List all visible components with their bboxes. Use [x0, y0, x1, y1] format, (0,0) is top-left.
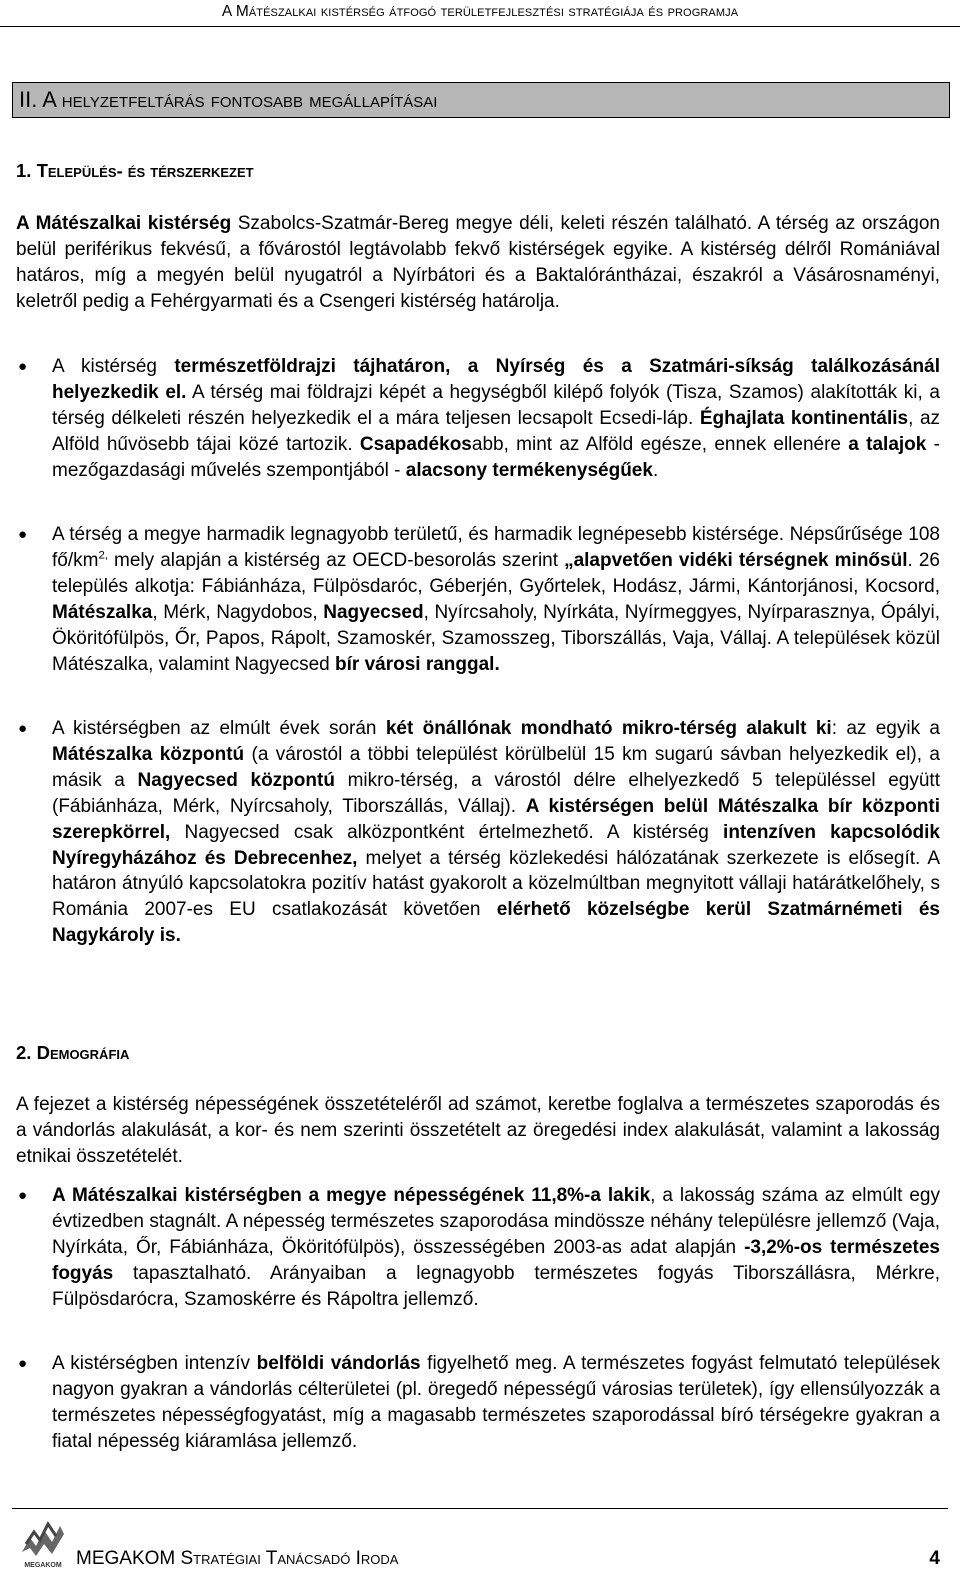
- text: . 26 település alkotja: Fábiánháza, Fülpösdaróc, Géberjén, Győrtelek, Hodász, Jármi, Kántorjánosi, Kocsord,: [52, 549, 940, 597]
- footer-divider: [12, 1508, 948, 1509]
- bullet-item: [16, 522, 940, 677]
- text: mely alapján a kistérség az OECD-besorolás szerint: [107, 549, 565, 571]
- emphasis: belföldi vándorlás: [256, 1353, 421, 1374]
- superscript: 2,: [98, 549, 108, 562]
- section-number: 2.: [16, 1042, 32, 1063]
- text: : az egyik a: [831, 718, 940, 739]
- chapter-heading: [12, 82, 950, 118]
- text: , a lakosság száma az elmúlt egy évtizedben stagnált. A népesség természetes szaporodása mindössze néhány településre jellemző (Vaja, Nyírkáta, Őr, Fábiánháza, Ököritófülpös), összességében 2003-as adat alapján: [52, 1185, 940, 1258]
- emphasis: Nagyecsed: [323, 601, 424, 623]
- text: melyet a térség közlekedési hálózatának szerkezete is elősegít. A határon átnyúló kapcsolatokra pozitív hatást gyakorolt a közelmúltban megnyitott vállaji határátkelőhely, s Románia 2007-es EU csatlakozását követően: [52, 847, 940, 921]
- text: A térség mai földrajzi képét a hegységből kilépő folyók (Tisza, Szamos) alakították ki, a térség délkeleti részén helyezkedik el a mára teljesen lecsapolt Ecsedi-láp.: [52, 381, 940, 429]
- emphasis: Nagyecsed központú: [137, 769, 335, 791]
- section-2-heading: [16, 1042, 129, 1064]
- text: A kistérségben intenzív: [52, 1353, 257, 1374]
- emphasis: A kistérségen belül Mátészalka bír központi szerepkörrel,: [52, 795, 940, 843]
- emphasis: „alapvetően vidéki térségnek minősül: [564, 549, 908, 571]
- emphasis: alacsony termékenységűek: [405, 459, 653, 481]
- bullet-icon: ●: [18, 358, 28, 375]
- bullet-item: [16, 716, 940, 949]
- text: abb, mint az Alföld egésze, ennek ellenére: [471, 433, 849, 455]
- section-number: 1.: [16, 160, 32, 181]
- text: , Nyírcsaholy, Nyírkáta, Nyírmeggyes, Nyírparasznya, Ópályi, Ököritófülpös, Őr, Papos, Rápolt, Szamoskér, Szamosszeg, Tiborszállás, Vaja, Vállaj. A települések közül Mátészalka, valamint Nagyecsed: [52, 601, 940, 675]
- emphasis: Éghajlata kontinentális: [699, 407, 909, 429]
- text: figyelhető meg. A természetes fogyást felmutató települések nagyon gyakran a vándorlás célterületei (pl. öregedő népességű városias területek), így ellensúlyozzák a természetes népességfogyatást, míg a magasabb természetes szaporodással bíró térségekre gyakran a fiatal népesség kiáramlása jellemző.: [52, 1353, 940, 1452]
- section-title: Demográfia: [36, 1042, 130, 1063]
- emphasis: bír városi ranggal.: [335, 653, 500, 675]
- text: - mezőgazdasági művelés szempontjából -: [52, 433, 940, 481]
- megakom-logo-icon: [14, 1514, 72, 1570]
- section-1-heading: [16, 160, 254, 182]
- emphasis: -3,2%-os természetes fogyás: [52, 1236, 940, 1284]
- emphasis: Mátészalka központú: [52, 743, 245, 765]
- bullet-icon: ●: [18, 526, 28, 543]
- emphasis: a talajok: [848, 433, 927, 455]
- paragraph-text: Szabolcs-Szatmár-Bereg megye déli, keleti részén található. A térség az országon belül periférikus fekvésű, a fővárostól legtávolabb fekvő kistérségek egyike. A kistérség délről Romániával határos, míg a megyén belül nyugatról a Nyírbátori és a Baktalórántházai, északról a Vásárosnaményi, keletről pedig a Fehérgyarmati és a Csengeri kistérség határolja.: [16, 213, 940, 312]
- running-header-text: A Mátészalkai kistérség átfogó területfejlesztési stratégiája és programja: [221, 3, 739, 20]
- text: , Mérk, Nagydobos,: [152, 601, 324, 623]
- text: A kistérség: [52, 356, 175, 377]
- paragraph-text: A fejezet a kistérség népességének összetételéről ad számot, keretbe foglalva a természetes szaporodás és a vándorlás alakulását, a kor- és nem szerinti összetételt az öregedési index alakulását, valamint a lakosság etnikai összetételét.: [16, 1094, 940, 1167]
- page-number: 4: [929, 1548, 940, 1569]
- emphasis: két önállónak mondható mikro-térség alakult ki: [385, 718, 832, 739]
- bullet-icon: ●: [18, 1187, 28, 1204]
- text: , az Alföld hűvösebb tájai közé tartozik.: [52, 407, 941, 455]
- text: tapasztalható. Arányaiban a legnagyobb természetes fogyás Tiborszállásra, Mérkre, Fülpösdarócra, Szamoskérre és Rápoltra jellemző.: [52, 1262, 940, 1310]
- section-2-intro-paragraph: [16, 1092, 940, 1170]
- text: .: [652, 459, 659, 481]
- text: mikro-térség, a várostól délre elhelyezkedő 5 településsel együtt (Fábiánháza, Mérk, Nyírcsaholy, Tiborszállás, Vállaj).: [52, 769, 940, 817]
- emphasis: Csapadékos: [359, 433, 472, 455]
- footer-org-name: MEGAKOM Stratégiai Tanácsadó Iroda: [76, 1548, 399, 1569]
- bullet-icon: ●: [18, 720, 28, 737]
- chapter-title: II. A helyzetfeltárás fontosabb megállapításai: [19, 87, 438, 112]
- bullet-item: [16, 1183, 940, 1313]
- page-footer: [0, 1508, 960, 1574]
- text: Nagyecsed csak alközpontként értelmezhető. A kistérség: [170, 821, 724, 843]
- emphasis: A Mátészalkai kistérségben a megye népességének 11,8%-a lakik: [52, 1185, 651, 1206]
- running-header: [0, 0, 960, 27]
- bullet-icon: ●: [18, 1355, 28, 1372]
- bullet-item: [16, 354, 940, 484]
- text: A térség a megye harmadik legnagyobb területű, és harmadik legnépesebb kistérsége. Népsűrűsége 108 fő/km: [52, 524, 940, 571]
- emphasis: Mátészalka: [52, 601, 153, 623]
- logo-text: MEGAKOM: [24, 1562, 62, 1569]
- section-title: Település- és térszerkezet: [36, 160, 254, 181]
- text: A kistérségben az elmúlt évek során: [52, 718, 386, 739]
- bullet-item: [16, 1351, 940, 1455]
- emphasis: elérhető közelségbe kerül Szatmárnémeti és Nagykároly is.: [52, 899, 940, 947]
- emphasis: intenzíven kapcsolódik Nyíregyházához és Debrecenhez,: [52, 821, 941, 869]
- emphasis: A Mátészalkai kistérség: [16, 213, 232, 234]
- text: (a várostól a többi települést körülbelül 15 km sugarú sávban helyezkedik el), a másik a: [52, 743, 940, 791]
- emphasis: természetföldrajzi tájhatáron, a Nyírség és a Szatmári-síkság találkozásánál helyezkedik el.: [52, 356, 940, 403]
- section-1-intro-paragraph: [16, 211, 940, 315]
